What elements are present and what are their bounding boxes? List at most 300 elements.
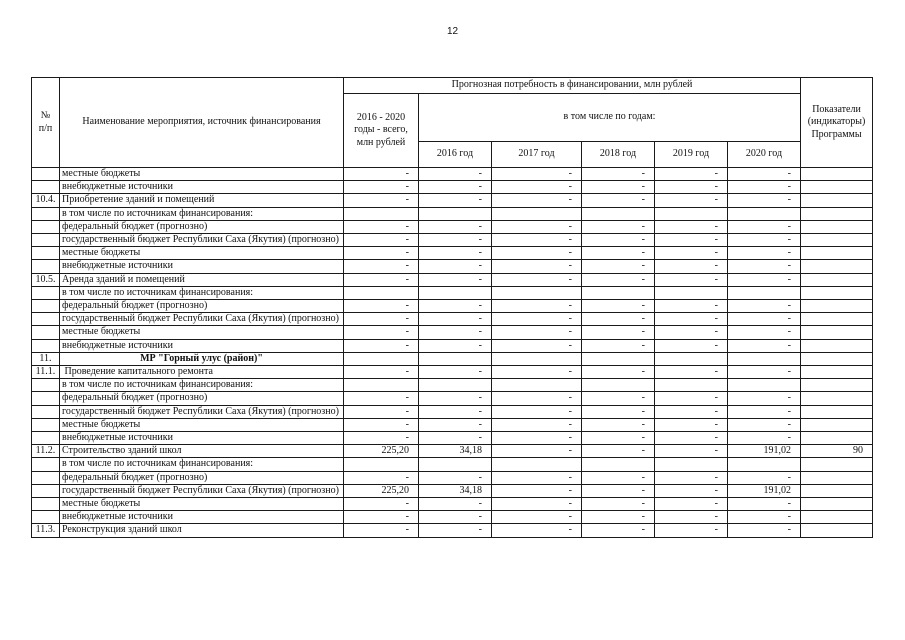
cell-indicator <box>801 471 873 484</box>
table-row <box>32 418 873 431</box>
cell-indicator <box>801 352 873 365</box>
table-row <box>32 326 873 339</box>
cell-2020 <box>728 352 801 365</box>
cell-2020: - <box>728 273 801 286</box>
cell-name: внебюджетные источники <box>60 339 344 352</box>
cell-2016: - <box>419 168 492 181</box>
financing-table <box>31 77 873 538</box>
cell-2018: - <box>582 181 655 194</box>
cell-total <box>344 352 419 365</box>
cell-2016: - <box>419 234 492 247</box>
cell-total <box>344 379 419 392</box>
cell-total: - <box>344 168 419 181</box>
cell-name: внебюджетные источники <box>60 511 344 524</box>
cell-2019: - <box>655 247 728 260</box>
cell-2016 <box>419 379 492 392</box>
table-row <box>32 194 873 207</box>
cell-2018: - <box>582 432 655 445</box>
header-year-2020: 2020 год <box>728 142 801 168</box>
cell-2019: - <box>655 392 728 405</box>
cell-name: местные бюджеты <box>60 326 344 339</box>
cell-2017: - <box>492 168 582 181</box>
cell-2016: 34,18 <box>419 445 492 458</box>
cell-2018: - <box>582 220 655 233</box>
cell-2019: - <box>655 168 728 181</box>
table-body <box>32 168 873 538</box>
cell-total <box>344 286 419 299</box>
cell-name: Проведение капитального ремонта <box>60 366 344 379</box>
cell-2018: - <box>582 339 655 352</box>
cell-2018: - <box>582 168 655 181</box>
table-row <box>32 220 873 233</box>
cell-total: 225,20 <box>344 484 419 497</box>
cell-2018: - <box>582 524 655 537</box>
cell-2019: - <box>655 432 728 445</box>
cell-2017: - <box>492 418 582 431</box>
header-year-2019: 2019 год <box>655 142 728 168</box>
cell-num <box>32 511 60 524</box>
cell-2020: - <box>728 220 801 233</box>
cell-2018: - <box>582 366 655 379</box>
cell-total: - <box>344 392 419 405</box>
cell-2016: 34,18 <box>419 484 492 497</box>
cell-2016: - <box>419 181 492 194</box>
cell-2020: - <box>728 234 801 247</box>
cell-num <box>32 484 60 497</box>
cell-indicator <box>801 300 873 313</box>
cell-2018: - <box>582 300 655 313</box>
header-indicators-line: Программы <box>811 128 862 140</box>
cell-2016: - <box>419 418 492 431</box>
cell-2019: - <box>655 260 728 273</box>
cell-2019: - <box>655 366 728 379</box>
cell-indicator <box>801 247 873 260</box>
cell-2016 <box>419 286 492 299</box>
cell-2020: - <box>728 300 801 313</box>
cell-2017: - <box>492 247 582 260</box>
cell-2020: - <box>728 418 801 431</box>
cell-2020 <box>728 207 801 220</box>
cell-indicator <box>801 511 873 524</box>
cell-name: федеральный бюджет (прогнозно) <box>60 220 344 233</box>
cell-2020: - <box>728 366 801 379</box>
cell-num <box>32 300 60 313</box>
cell-name: в том числе по источникам финансирования: <box>60 379 344 392</box>
cell-2016: - <box>419 524 492 537</box>
cell-2016: - <box>419 392 492 405</box>
cell-name: местные бюджеты <box>60 247 344 260</box>
cell-2019: - <box>655 484 728 497</box>
cell-2018: - <box>582 418 655 431</box>
cell-total: - <box>344 418 419 431</box>
table-header <box>32 78 873 168</box>
cell-2017: - <box>492 181 582 194</box>
cell-indicator <box>801 458 873 471</box>
table-row <box>32 286 873 299</box>
cell-2020: - <box>728 194 801 207</box>
header-year-2016: 2016 год <box>419 142 492 168</box>
cell-2018: - <box>582 326 655 339</box>
cell-2017: - <box>492 220 582 233</box>
cell-2020: - <box>728 471 801 484</box>
cell-2016: - <box>419 260 492 273</box>
cell-2017: - <box>492 260 582 273</box>
cell-num <box>32 471 60 484</box>
cell-name: в том числе по источникам финансирования: <box>60 458 344 471</box>
table-row <box>32 234 873 247</box>
cell-2020 <box>728 458 801 471</box>
cell-2018: - <box>582 313 655 326</box>
cell-total: - <box>344 432 419 445</box>
cell-num <box>32 379 60 392</box>
cell-name: федеральный бюджет (прогнозно) <box>60 300 344 313</box>
cell-2017 <box>492 379 582 392</box>
cell-name: Строительство зданий школ <box>60 445 344 458</box>
header-num-line: п/п <box>38 122 53 134</box>
cell-2019: - <box>655 234 728 247</box>
cell-2019 <box>655 207 728 220</box>
cell-name: федеральный бюджет (прогнозно) <box>60 392 344 405</box>
cell-total: - <box>344 181 419 194</box>
cell-indicator <box>801 484 873 497</box>
cell-total: - <box>344 498 419 511</box>
cell-total: 225,20 <box>344 445 419 458</box>
cell-2019: - <box>655 418 728 431</box>
cell-2017: - <box>492 326 582 339</box>
header-total-line: 2016 - 2020 <box>356 112 406 124</box>
table-row <box>32 366 873 379</box>
cell-2016: - <box>419 194 492 207</box>
cell-2020: - <box>728 313 801 326</box>
cell-total: - <box>344 471 419 484</box>
table-row <box>32 498 873 511</box>
cell-2016: - <box>419 247 492 260</box>
cell-2019 <box>655 379 728 392</box>
cell-2019: - <box>655 194 728 207</box>
cell-indicator <box>801 326 873 339</box>
cell-name: внебюджетные источники <box>60 260 344 273</box>
cell-name: Реконструкция зданий школ <box>60 524 344 537</box>
cell-2020: - <box>728 181 801 194</box>
cell-2017: - <box>492 194 582 207</box>
cell-2018: - <box>582 405 655 418</box>
cell-2016: - <box>419 273 492 286</box>
cell-2020: - <box>728 326 801 339</box>
cell-2019 <box>655 286 728 299</box>
cell-2017: - <box>492 524 582 537</box>
table-row <box>32 405 873 418</box>
table-row <box>32 339 873 352</box>
cell-indicator <box>801 181 873 194</box>
table-row <box>32 432 873 445</box>
cell-2016: - <box>419 511 492 524</box>
cell-name: МР "Горный улус (район)" <box>60 352 344 365</box>
cell-2020 <box>728 286 801 299</box>
cell-2018: - <box>582 471 655 484</box>
cell-2017 <box>492 286 582 299</box>
cell-name: федеральный бюджет (прогнозно) <box>60 471 344 484</box>
cell-2017: - <box>492 234 582 247</box>
cell-num <box>32 181 60 194</box>
header-total <box>344 94 419 168</box>
cell-2018: - <box>582 194 655 207</box>
header-name: Наименование мероприятия, источник финансирования <box>60 78 344 168</box>
cell-2020: - <box>728 247 801 260</box>
table-row <box>32 247 873 260</box>
cell-num <box>32 458 60 471</box>
table-row <box>32 392 873 405</box>
header-by-years: в том числе по годам: <box>419 94 801 142</box>
cell-total <box>344 458 419 471</box>
cell-2017: - <box>492 498 582 511</box>
cell-2016 <box>419 458 492 471</box>
cell-indicator <box>801 234 873 247</box>
cell-2019 <box>655 458 728 471</box>
cell-indicator <box>801 286 873 299</box>
cell-num <box>32 498 60 511</box>
cell-indicator <box>801 405 873 418</box>
header-indicators-line: (индикаторы) <box>807 116 866 128</box>
cell-2016: - <box>419 498 492 511</box>
table-row <box>32 260 873 273</box>
cell-indicator <box>801 392 873 405</box>
cell-num <box>32 418 60 431</box>
header-year-2017: 2017 год <box>492 142 582 168</box>
cell-num <box>32 432 60 445</box>
cell-2020: - <box>728 432 801 445</box>
cell-num <box>32 220 60 233</box>
cell-2016: - <box>419 313 492 326</box>
cell-2016: - <box>419 326 492 339</box>
table-row <box>32 313 873 326</box>
cell-total: - <box>344 247 419 260</box>
cell-2020: - <box>728 168 801 181</box>
cell-2017 <box>492 207 582 220</box>
table-row <box>32 181 873 194</box>
cell-2020: - <box>728 405 801 418</box>
cell-2016: - <box>419 366 492 379</box>
page-number: 12 <box>446 26 459 37</box>
cell-2020: - <box>728 498 801 511</box>
cell-2019: - <box>655 181 728 194</box>
cell-2017: - <box>492 273 582 286</box>
cell-num: 11.2. <box>32 445 60 458</box>
cell-indicator <box>801 220 873 233</box>
cell-total: - <box>344 273 419 286</box>
cell-2018 <box>582 207 655 220</box>
cell-name: местные бюджеты <box>60 418 344 431</box>
header-total-line: млн рублей <box>356 136 406 148</box>
cell-num: 11.3. <box>32 524 60 537</box>
cell-2016: - <box>419 471 492 484</box>
cell-2018: - <box>582 234 655 247</box>
cell-2019: - <box>655 445 728 458</box>
cell-2019: - <box>655 405 728 418</box>
cell-2018: - <box>582 511 655 524</box>
cell-name: в том числе по источникам финансирования: <box>60 286 344 299</box>
table-row <box>32 524 873 537</box>
section-row <box>32 352 873 365</box>
cell-2019: - <box>655 339 728 352</box>
cell-2020: 191,02 <box>728 484 801 497</box>
header-row-top <box>32 78 873 94</box>
cell-indicator <box>801 524 873 537</box>
header-total-line: годы - всего, <box>354 124 408 136</box>
cell-total: - <box>344 313 419 326</box>
cell-2017: - <box>492 405 582 418</box>
table-row <box>32 511 873 524</box>
cell-2016: - <box>419 339 492 352</box>
cell-num <box>32 247 60 260</box>
header-forecast: Прогнозная потребность в финансировании, млн рублей <box>344 78 801 94</box>
cell-num: 11.1. <box>32 366 60 379</box>
cell-total: - <box>344 339 419 352</box>
cell-num <box>32 168 60 181</box>
cell-2018: - <box>582 445 655 458</box>
cell-2020 <box>728 379 801 392</box>
cell-2019: - <box>655 220 728 233</box>
cell-num <box>32 392 60 405</box>
cell-total: - <box>344 326 419 339</box>
cell-total: - <box>344 194 419 207</box>
cell-2019: - <box>655 326 728 339</box>
cell-indicator: 90 <box>801 445 873 458</box>
cell-num: 11. <box>32 352 60 365</box>
cell-2017: - <box>492 432 582 445</box>
cell-num: 10.4. <box>32 194 60 207</box>
cell-num <box>32 405 60 418</box>
cell-name: в том числе по источникам финансирования: <box>60 207 344 220</box>
cell-2019: - <box>655 300 728 313</box>
table-row <box>32 471 873 484</box>
cell-name: государственный бюджет Республики Саха (Якутия) (прогнозно) <box>60 484 344 497</box>
cell-name: Аренда зданий и помещений <box>60 273 344 286</box>
cell-2018: - <box>582 260 655 273</box>
table-row <box>32 445 873 458</box>
table-row <box>32 207 873 220</box>
header-indicators <box>801 78 873 168</box>
cell-total: - <box>344 511 419 524</box>
cell-2017: - <box>492 339 582 352</box>
cell-2017: - <box>492 313 582 326</box>
cell-2020: - <box>728 511 801 524</box>
cell-name: местные бюджеты <box>60 498 344 511</box>
cell-indicator <box>801 498 873 511</box>
cell-indicator <box>801 168 873 181</box>
header-indicators-line: Показатели <box>812 104 861 116</box>
cell-2017: - <box>492 471 582 484</box>
cell-indicator <box>801 194 873 207</box>
cell-2019: - <box>655 524 728 537</box>
cell-total <box>344 207 419 220</box>
cell-total: - <box>344 260 419 273</box>
header-num <box>32 78 60 168</box>
cell-2019: - <box>655 273 728 286</box>
cell-2018 <box>582 458 655 471</box>
cell-2016 <box>419 207 492 220</box>
cell-2019: - <box>655 498 728 511</box>
cell-num <box>32 234 60 247</box>
cell-num <box>32 326 60 339</box>
header-year-2018: 2018 год <box>582 142 655 168</box>
cell-name: государственный бюджет Республики Саха (Якутия) (прогнозно) <box>60 313 344 326</box>
cell-2018: - <box>582 273 655 286</box>
cell-2019: - <box>655 313 728 326</box>
header-num-line: № <box>40 110 51 122</box>
cell-2016 <box>419 352 492 365</box>
cell-2017: - <box>492 300 582 313</box>
table-row <box>32 273 873 286</box>
cell-2017 <box>492 458 582 471</box>
cell-2016: - <box>419 220 492 233</box>
table-row <box>32 300 873 313</box>
cell-name: внебюджетные источники <box>60 432 344 445</box>
cell-2018: - <box>582 247 655 260</box>
cell-indicator <box>801 366 873 379</box>
cell-name: Приобретение зданий и помещений <box>60 194 344 207</box>
cell-2018: - <box>582 392 655 405</box>
table-row <box>32 168 873 181</box>
table-row <box>32 484 873 497</box>
cell-name: внебюджетные источники <box>60 181 344 194</box>
table-row <box>32 458 873 471</box>
cell-name: местные бюджеты <box>60 168 344 181</box>
cell-2016: - <box>419 300 492 313</box>
cell-total: - <box>344 524 419 537</box>
cell-2020: - <box>728 392 801 405</box>
cell-indicator <box>801 207 873 220</box>
cell-2019 <box>655 352 728 365</box>
cell-2020: 191,02 <box>728 445 801 458</box>
cell-2017 <box>492 352 582 365</box>
cell-total: - <box>344 405 419 418</box>
cell-num <box>32 339 60 352</box>
cell-2019: - <box>655 511 728 524</box>
cell-indicator <box>801 432 873 445</box>
cell-name: государственный бюджет Республики Саха (Якутия) (прогнозно) <box>60 234 344 247</box>
cell-indicator <box>801 379 873 392</box>
cell-num <box>32 260 60 273</box>
cell-total: - <box>344 366 419 379</box>
cell-num <box>32 207 60 220</box>
cell-2017: - <box>492 484 582 497</box>
cell-total: - <box>344 234 419 247</box>
cell-indicator <box>801 273 873 286</box>
cell-num <box>32 313 60 326</box>
cell-indicator <box>801 339 873 352</box>
cell-2017: - <box>492 511 582 524</box>
cell-2017: - <box>492 445 582 458</box>
cell-2020: - <box>728 260 801 273</box>
cell-2019: - <box>655 471 728 484</box>
cell-total: - <box>344 220 419 233</box>
cell-2018 <box>582 286 655 299</box>
cell-num <box>32 286 60 299</box>
cell-2017: - <box>492 366 582 379</box>
cell-num: 10.5. <box>32 273 60 286</box>
cell-indicator <box>801 260 873 273</box>
cell-2018 <box>582 352 655 365</box>
cell-2020: - <box>728 524 801 537</box>
cell-indicator <box>801 313 873 326</box>
cell-2020: - <box>728 339 801 352</box>
cell-2018 <box>582 379 655 392</box>
cell-2016: - <box>419 405 492 418</box>
cell-name: государственный бюджет Республики Саха (Якутия) (прогнозно) <box>60 405 344 418</box>
table-row <box>32 379 873 392</box>
cell-2018: - <box>582 498 655 511</box>
cell-2016: - <box>419 432 492 445</box>
